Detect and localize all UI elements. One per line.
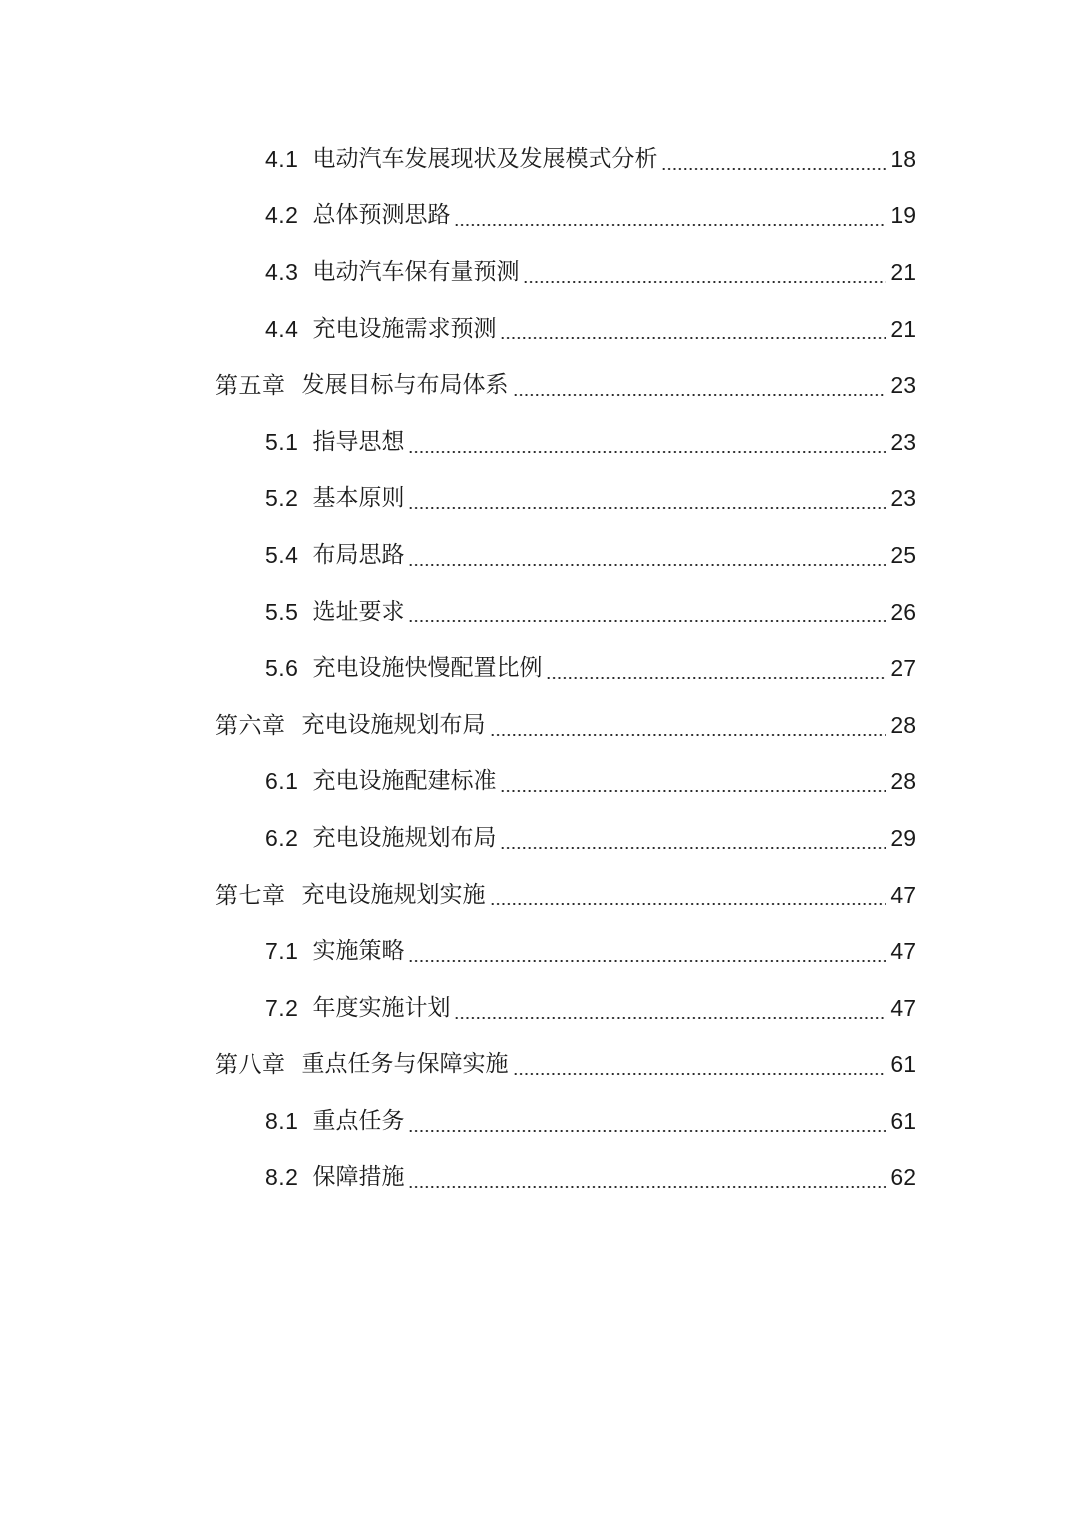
dot-leader xyxy=(408,960,886,962)
dot-leader xyxy=(500,337,886,339)
dot-leader xyxy=(523,281,886,283)
dot-leader xyxy=(661,168,886,170)
toc-entry-number: 4.2 xyxy=(265,202,299,229)
toc-entry-4-3[interactable] xyxy=(0,244,1080,301)
toc-entry-number: 5.2 xyxy=(265,485,299,512)
toc-entry-5-4[interactable] xyxy=(0,527,1080,584)
toc-entry-title: 充电设施快慢配置比例 xyxy=(312,655,543,682)
toc-entry-8-2[interactable] xyxy=(0,1150,1080,1207)
dot-leader xyxy=(408,620,886,622)
table-of-contents xyxy=(0,131,1080,1206)
toc-entry-page: 23 xyxy=(890,428,916,455)
toc-entry-chapter-5[interactable] xyxy=(0,357,1080,414)
dot-leader xyxy=(500,847,886,849)
toc-entry-title: 年度实施计划 xyxy=(312,994,451,1021)
toc-entry-title: 电动汽车保有量预测 xyxy=(312,258,520,285)
dot-leader xyxy=(408,451,886,453)
dot-leader xyxy=(408,564,886,566)
toc-entry-number: 4.3 xyxy=(265,258,299,285)
toc-entry-number: 4.1 xyxy=(265,145,299,172)
toc-entry-title: 充电设施规划布局 xyxy=(312,824,497,851)
toc-entry-title: 重点任务 xyxy=(312,1107,405,1134)
toc-entry-title: 布局思路 xyxy=(312,541,405,568)
toc-entry-number: 6.2 xyxy=(265,824,299,851)
toc-entry-7-1[interactable] xyxy=(0,923,1080,980)
toc-entry-number: 5.6 xyxy=(265,655,299,682)
toc-entry-page: 21 xyxy=(890,315,916,342)
toc-entry-page: 27 xyxy=(890,655,916,682)
toc-entry-number: 7.2 xyxy=(265,994,299,1021)
toc-entry-chapter-8[interactable] xyxy=(0,1037,1080,1094)
toc-entry-number: 8.2 xyxy=(265,1164,299,1191)
dot-leader xyxy=(454,224,886,226)
toc-entry-5-1[interactable] xyxy=(0,414,1080,471)
toc-entry-page: 47 xyxy=(890,938,916,965)
toc-entry-title: 发展目标与布局体系 xyxy=(301,372,509,399)
toc-entry-page: 25 xyxy=(890,541,916,568)
toc-entry-7-2[interactable] xyxy=(0,980,1080,1037)
toc-entry-8-1[interactable] xyxy=(0,1093,1080,1150)
toc-entry-title: 总体预测思路 xyxy=(312,202,451,229)
toc-entry-page: 28 xyxy=(890,711,916,738)
toc-entry-number: 7.1 xyxy=(265,938,299,965)
toc-entry-5-5[interactable] xyxy=(0,584,1080,641)
dot-leader xyxy=(546,677,886,679)
toc-entry-number: 第七章 xyxy=(215,881,286,908)
toc-entry-title: 充电设施规划布局 xyxy=(301,711,486,738)
toc-entry-number: 6.1 xyxy=(265,768,299,795)
toc-entry-page: 29 xyxy=(890,824,916,851)
toc-entry-6-2[interactable] xyxy=(0,810,1080,867)
toc-entry-page: 61 xyxy=(890,1107,916,1134)
toc-entry-page: 62 xyxy=(890,1164,916,1191)
dot-leader xyxy=(513,394,887,396)
toc-entry-title: 选址要求 xyxy=(312,598,405,625)
toc-entry-title: 电动汽车发展现状及发展模式分析 xyxy=(312,145,658,172)
toc-entry-page: 19 xyxy=(890,202,916,229)
dot-leader xyxy=(500,790,886,792)
toc-entry-title: 充电设施需求预测 xyxy=(312,315,497,342)
dot-leader xyxy=(408,1186,886,1188)
toc-entry-title: 重点任务与保障实施 xyxy=(301,1051,509,1078)
toc-entry-title: 实施策略 xyxy=(312,938,405,965)
toc-entry-title: 指导思想 xyxy=(312,428,405,455)
toc-entry-number: 5.4 xyxy=(265,541,299,568)
dot-leader xyxy=(490,734,887,736)
toc-entry-4-1[interactable] xyxy=(0,131,1080,188)
dot-leader xyxy=(408,1130,886,1132)
toc-entry-number: 5.1 xyxy=(265,428,299,455)
toc-entry-5-6[interactable] xyxy=(0,640,1080,697)
toc-entry-number: 8.1 xyxy=(265,1107,299,1134)
toc-entry-chapter-6[interactable] xyxy=(0,697,1080,754)
toc-entry-title: 充电设施规划实施 xyxy=(301,881,486,908)
toc-entry-page: 61 xyxy=(890,1051,916,1078)
toc-entry-title: 保障措施 xyxy=(312,1164,405,1191)
dot-leader xyxy=(408,507,886,509)
dot-leader xyxy=(454,1017,886,1019)
toc-entry-number: 第五章 xyxy=(215,372,286,399)
toc-entry-number: 5.5 xyxy=(265,598,299,625)
toc-entry-page: 28 xyxy=(890,768,916,795)
toc-entry-title: 基本原则 xyxy=(312,485,405,512)
toc-entry-page: 47 xyxy=(890,881,916,908)
toc-entry-page: 18 xyxy=(890,145,916,172)
toc-entry-number: 第六章 xyxy=(215,711,286,738)
toc-entry-6-1[interactable] xyxy=(0,754,1080,811)
toc-entry-page: 23 xyxy=(890,372,916,399)
toc-entry-page: 26 xyxy=(890,598,916,625)
toc-entry-number: 4.4 xyxy=(265,315,299,342)
dot-leader xyxy=(490,903,887,905)
toc-entry-title: 充电设施配建标准 xyxy=(312,768,497,795)
toc-entry-4-4[interactable] xyxy=(0,301,1080,358)
toc-entry-page: 21 xyxy=(890,258,916,285)
toc-entry-4-2[interactable] xyxy=(0,188,1080,245)
dot-leader xyxy=(513,1073,887,1075)
toc-entry-page: 23 xyxy=(890,485,916,512)
toc-entry-number: 第八章 xyxy=(215,1051,286,1078)
toc-entry-page: 47 xyxy=(890,994,916,1021)
toc-entry-chapter-7[interactable] xyxy=(0,867,1080,924)
toc-entry-5-2[interactable] xyxy=(0,471,1080,528)
